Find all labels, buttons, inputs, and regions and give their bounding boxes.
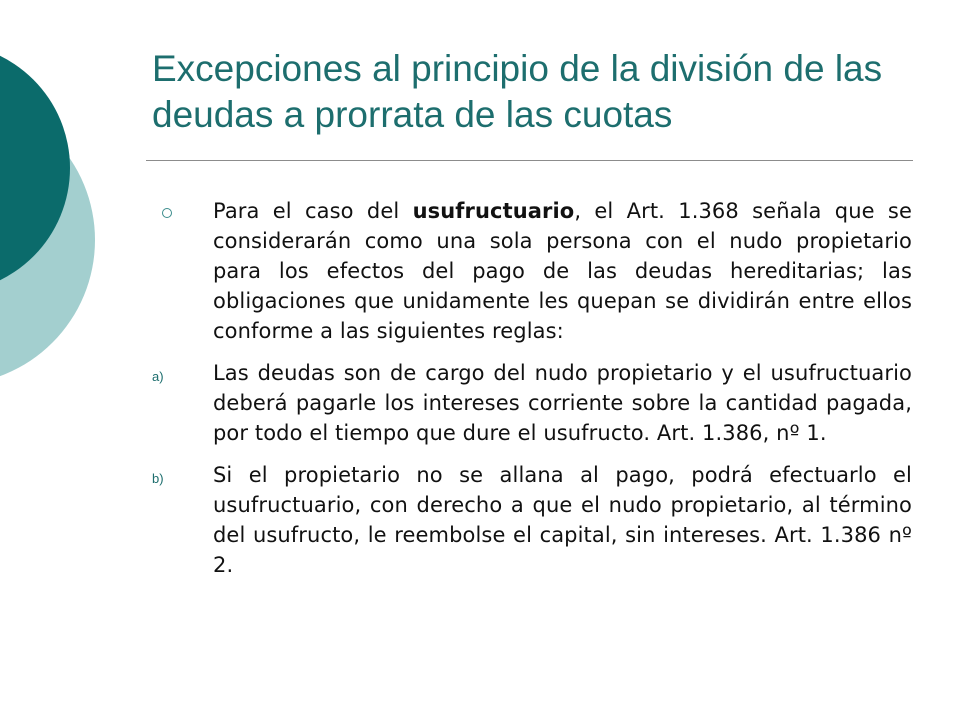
bullet-item bbox=[152, 196, 912, 346]
title-divider bbox=[146, 160, 913, 161]
ring-bullet-icon bbox=[162, 208, 172, 218]
light-teal-circle bbox=[0, 95, 95, 385]
slide-title: Excepciones al principio de la división de las deudas a prorrata de las cuotas bbox=[152, 48, 883, 135]
bullet-text-after: , el Art. 1.368 señala que se considerarán como una sola persona con el nudo propietario para los efectos del pago de las deudas hereditarias; las obligaciones que unidamente les quepan se dividirán entre ellos conforme a las siguientes reglas: bbox=[213, 199, 912, 343]
bullet-marker bbox=[152, 196, 213, 226]
list-item-a-text: Las deudas son de cargo del nudo propietario y el usufructuario deberá pagarle los intereses corriente sobre la cantidad pagada, por todo el tiempo que dure el usufructo. Art. 1.386, nº 1. bbox=[213, 361, 912, 445]
list-marker-b: b) bbox=[152, 471, 164, 486]
slide-body bbox=[152, 196, 912, 592]
list-marker-a: a) bbox=[152, 369, 164, 384]
list-item-b bbox=[152, 460, 912, 580]
list-item-a bbox=[152, 358, 912, 448]
dark-teal-circle bbox=[0, 43, 70, 293]
list-item-b-text: Si el propietario no se allana al pago, podrá efectuarlo el usufructuario, con derecho a que el nudo propietario, al término del usufructo, le reembolse el capital, sin intereses. Art. 1.386 nº 2. bbox=[213, 463, 912, 577]
bullet-text bbox=[213, 196, 912, 346]
bullet-text-before: Para el caso del bbox=[213, 199, 413, 223]
bullet-text-emphasis: usufructuario bbox=[412, 199, 575, 223]
